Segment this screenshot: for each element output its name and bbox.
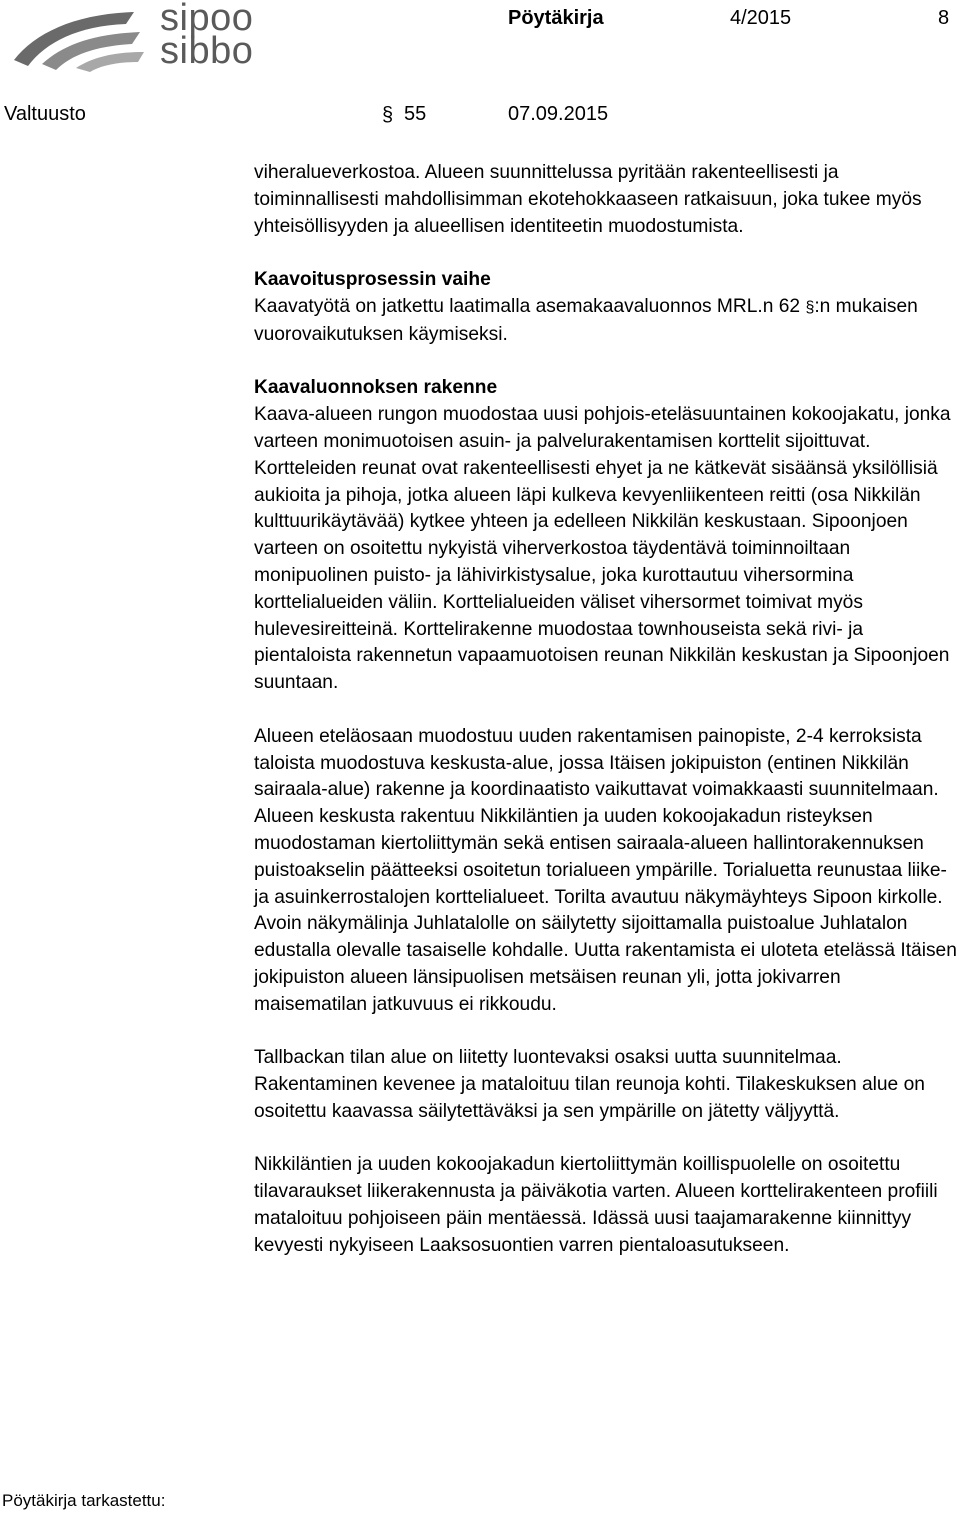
paragraph-text: Kaavatyötä on jatkettu laatimalla asemakaavaluonnos MRL.n 62 <box>254 295 806 317</box>
document-type: Pöytäkirja <box>508 7 604 29</box>
paragraph: viheralueverkostoa. Alueen suunnittelussa pyritään rakenteellisesti ja toiminnallisesti mahdollisimman ekotehokkaaseen ratkaisuun, joka tukee myös yhteisöllisyyden ja alueellisen identiteetin muodostumista. <box>254 162 922 237</box>
section-number: 55 <box>404 103 427 125</box>
decision-body: Valtuusto <box>4 103 86 125</box>
document-body <box>254 160 958 1260</box>
footer-review-label: Pöytäkirja tarkastettu: <box>2 1491 166 1510</box>
section-heading: Kaavoitusprosessin vaihe <box>254 269 491 291</box>
logo <box>6 2 266 72</box>
issue-number: 4/2015 <box>730 7 792 29</box>
paragraph <box>254 294 958 349</box>
logo-word-sibbo: sibbo <box>160 30 254 72</box>
logo-word-sipoo: sipoo <box>160 0 254 39</box>
paragraph: Kaava-alueen rungon muodostaa uusi pohjois-eteläsuuntainen kokoojakatu, jonka varteen monimuotoisen asuin- ja palvelurakentamisen korttelit sijoittuvat. Kortteleiden reunat ovat rakenteellisesti ehyet ja ne kätkevät sisäänsä yksilöllisiä aukioita ja pihoja, jotka alueen läpi kulkeva kevyenliikenteen reitti (osa Nikkilän kulttuurikäytävää) kytkee yhteen ja edelleen Nikkilän keskustaan. Sipoonjoen varteen on osoitettu nykyistä viherverkostoa täydentävä toiminnoiltaan monipuolinen puisto- ja lähivirkistysalue, joka kurottautuu vihersormina korttelialueiden väliin. Korttelialueiden väliset vihersormet toimivat myös hulevesireitteinä. Korttelirakenne muodostaa townhouseista sekä rivi- ja pientaloista rakennetun vapaamuotoisen reunan Nikkilän keskustan ja Sipoonjoen suuntaan. <box>254 404 951 694</box>
page-number: 8 <box>938 7 950 29</box>
meeting-date: 07.09.2015 <box>508 103 609 125</box>
section-sign-icon: § <box>382 104 394 126</box>
paragraph: Alueen eteläosaan muodostuu uuden rakentamisen painopiste, 2-4 kerroksista taloista muodostuva keskusta-alue, jossa Itäisen jokipuiston (entinen Nikkilän sairaala-alue) rakenne ja koordinaatisto vaikuttavat voimakkaasti suunnitelmaan. Alueen keskusta rakentuu Nikkiläntien ja uuden kokoojakadun risteyksen muodostaman kiertoliittymän sekä entisen sairaala-alueen hallintorakennuksen puistoakselin päätteeksi osoitetun torialueen ympärille. Torialuetta reunustaa liike- ja asuinkerrostalojen korttelialueet. Torilta avautuu näkymäyhteys Sipoon kirkolle. Avoin näkymälinja Juhlatalolle on säilytetty sijoittamalla puistoalue Juhlatalon edustalla olevalle tasaiselle kohdalle. Uutta rakentamista ei uloteta etelässä Itäisen jokipuiston alueen länsipuolisen metsäisen reunan yli, jotta jokivarren maisematilan jatkuvuus ei rikkoudu. <box>254 725 957 1015</box>
paragraph-text: :n mukaisen vuorovaikutuksen käymiseksi. <box>254 295 918 345</box>
paragraph: Nikkiläntien ja uuden kokoojakadun kiertoliittymän koillispuolelle on osoitettu tilavaraukset liikerakennusta ja päiväkotia varten. Alueen korttelirakenteen profiili mataloituu pohjoiseen päin mentäessä. Idässä uusi taajamarakenne kiinnittyy kevyesti nykyiseen Laaksosuontien varren pientaloasutukseen. <box>254 1154 938 1256</box>
section-heading: Kaavaluonnoksen rakenne <box>254 377 498 399</box>
sipoo-logo-mark-icon <box>6 2 156 72</box>
paragraph: Tallbackan tilan alue on liitetty luontevaksi osaksi uutta suunnitelmaa. Rakentaminen kevenee ja mataloituu tilan reunoja kohti. Tilakeskuksen alue on osoitettu kaavassa säilytettäväksi ja sen ympärille on jätetty väljyyttä. <box>254 1047 925 1122</box>
section-sign-icon: § <box>805 298 815 316</box>
